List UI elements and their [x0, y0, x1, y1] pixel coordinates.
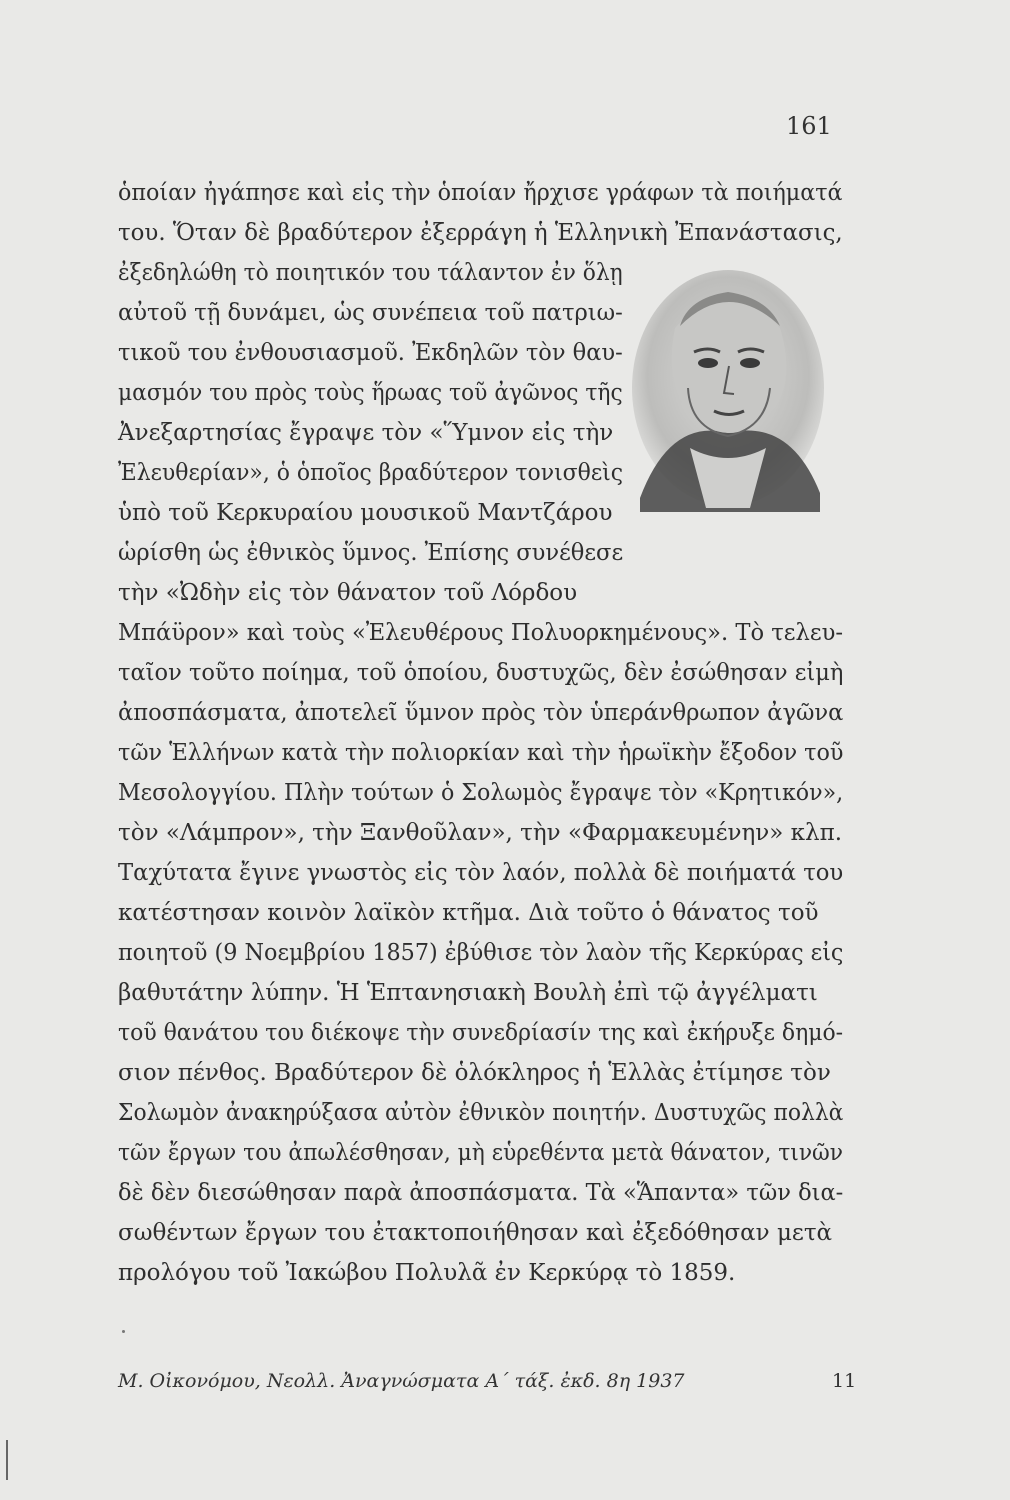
text-line: τὴν «Ὠδὴν εἰς τὸν θάνατον τοῦ Λόρδου — [118, 580, 578, 606]
text-line: τοῦ θανάτου του διέκοψε τὴν συνεδρίασίν της καὶ ἐκήρυξε δημό- — [118, 1020, 844, 1046]
text-line: ποιητοῦ (9 Νοεμβρίου 1857) ἐβύθισε τὸν λαὸν τῆς Κερκύρας εἰς — [118, 940, 844, 966]
text-line: ταῖον τοῦτο ποίημα, τοῦ ὁποίου, δυστυχῶς, δὲν ἐσώθησαν εἰμὴ — [118, 660, 844, 686]
text-line: Σολωμὸν ἀνακηρύξασα αὐτὸν ἐθνικὸν ποιητήν. Δυστυχῶς πολλὰ — [118, 1100, 844, 1126]
text-line: αὐτοῦ τῇ δυνάμει, ὡς συνέπεια τοῦ πατριω- — [118, 300, 623, 326]
page-number: 161 — [786, 112, 832, 140]
text-line: ἀποσπάσματα, ἀποτελεῖ ὕμνον πρὸς τὸν ὑπεράνθρωπον ἀγῶνα — [118, 700, 844, 726]
text-line: σιον πένθος. Βραδύτερον δὲ ὁλόκληρος ἡ Ἑλλὰς ἐτίμησε τὸν — [118, 1060, 831, 1086]
footer-signature-number: 11 — [832, 1370, 857, 1392]
text-line: προλόγου τοῦ Ἰακώβου Πολυλᾶ ἐν Κερκύρᾳ τὸ 1859. — [118, 1260, 736, 1286]
text-line: ὁποίαν ἠγάπησε καὶ εἰς τὴν ὁποίαν ἤρχισε γράφων τὰ ποιήματά — [118, 180, 843, 206]
text-line: ἐξεδηλώθη τὸ ποιητικόν του τάλαντον ἐν ὅλῃ — [118, 260, 623, 286]
portrait-engraving-icon — [630, 268, 826, 512]
text-line: δὲ δὲν διεσώθησαν παρὰ ἀποσπάσματα. Τὰ «Ἅπαντα» τῶν δια- — [118, 1180, 844, 1206]
footer-citation: Μ. Οἰκονόμου, Νεολλ. Ἀναγνώσματα Α΄ τάξ. ἐκδ. 8η 1937 — [118, 1370, 685, 1392]
text-line: Ἀνεξαρτησίας ἔγραψε τὸν «Ὕμνον εἰς τὴν — [118, 420, 614, 446]
text-line: κατέστησαν κοινὸν λαϊκὸν κτῆμα. Διὰ τοῦτο ὁ θάνατος τοῦ — [118, 900, 819, 926]
text-line: Μπάϋρον» καὶ τοὺς «Ἐλευθέρους Πολυορκημένους». Τὸ τελευ- — [118, 620, 843, 646]
text-line: τὸν «Λάμπρον», τὴν Ξανθοῦλαν», τὴν «Φαρμακευμένην» κλπ. — [118, 820, 843, 846]
text-line: τικοῦ του ἐνθουσιασμοῦ. Ἐκδηλῶν τὸν θαυ- — [118, 340, 623, 366]
text-line: τῶν Ἑλλήνων κατὰ τὴν πολιορκίαν καὶ τὴν ἡρωϊκὴν ἔξοδον τοῦ — [118, 740, 844, 766]
text-line: Μεσολογγίου. Πλὴν τούτων ὁ Σολωμὸς ἔγραψε τὸν «Κρητικόν», — [118, 780, 844, 806]
text-line: μασμόν του πρὸς τοὺς ἥρωας τοῦ ἀγῶνος τῆς — [118, 380, 623, 406]
text-line: του. Ὅταν δὲ βραδύτερον ἐξερράγη ἡ Ἑλληνικὴ Ἐπανάστασις, — [118, 220, 843, 246]
text-line: τῶν ἔργων του ἀπωλέσθησαν, μὴ εὑρεθέντα μετὰ θάνατον, τινῶν — [118, 1140, 843, 1166]
text-line: Ταχύτατα ἔγινε γνωστὸς εἰς τὸν λαόν, πολλὰ δὲ ποιήματά του — [118, 860, 844, 886]
text-line: Ἐλευθερίαν», ὁ ὁποῖος βραδύτερον τονισθεὶς — [118, 460, 624, 486]
print-speck — [122, 1330, 125, 1333]
text-line: ὡρίσθη ὡς ἐθνικὸς ὕμνος. Ἐπίσης συνέθεσε — [118, 540, 624, 566]
text-line: βαθυτάτην λύπην. Ἡ Ἑπτανησιακὴ Βουλὴ ἐπὶ τῷ ἀγγέλματι — [118, 980, 818, 1006]
text-line: σωθέντων ἔργων του ἐτακτοποιήθησαν καὶ ἐξεδόθησαν μετὰ — [118, 1220, 833, 1246]
page-edge-mark — [6, 1440, 8, 1480]
text-line: ὑπὸ τοῦ Κερκυραίου μουσικοῦ Μαντζάρου — [118, 500, 613, 526]
